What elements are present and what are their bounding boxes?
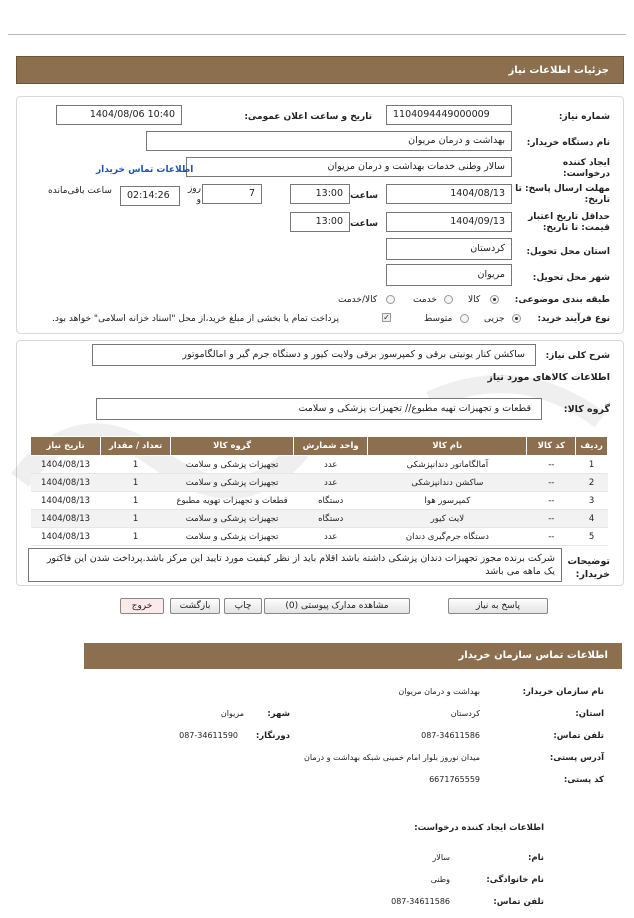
category-radio-service[interactable] [444, 295, 453, 304]
phone-label: تلفن تماس: [553, 731, 604, 741]
postal-value: 6671765559 [429, 775, 480, 784]
need-number-field[interactable]: 1104094449000009 [386, 105, 512, 125]
cell-item-date: 1404/08/13 [31, 528, 101, 546]
category-option-both: کالا/خدمت [338, 295, 378, 305]
cell-row-number: 3 [576, 492, 608, 510]
validity-time-field[interactable]: 13:00 [290, 212, 350, 232]
first-name-value: سالار [432, 853, 450, 862]
creator-label: ایجاد کننده درخواست: [562, 158, 610, 179]
phone-value: 087-34611586 [421, 731, 480, 740]
cell-item-qty: 1 [101, 474, 171, 492]
cell-item-group: تجهیزات پزشکی و سلامت [171, 474, 294, 492]
cell-item-group: تجهیزات پزشکی و سلامت [171, 456, 294, 474]
category-radio-goods[interactable] [490, 295, 499, 304]
summary-label: شرح کلی نیاز: [545, 351, 610, 361]
cell-item-unit: عدد [294, 474, 368, 492]
validity-date-field[interactable]: 1404/09/13 [386, 212, 512, 232]
cell-item-date: 1404/08/13 [31, 456, 101, 474]
fax-value: 087-34611590 [179, 731, 238, 740]
col-header-row: ردیف [576, 437, 608, 456]
cell-item-name: لایت کیور [368, 510, 527, 528]
table-row [31, 528, 608, 546]
cell-item-unit: عدد [294, 456, 368, 474]
last-name-value: وطنی [430, 875, 450, 884]
province-field[interactable]: کردستان [386, 238, 512, 260]
table-row [31, 492, 608, 510]
cell-item-date: 1404/08/13 [31, 510, 101, 528]
announce-field[interactable]: 1404/08/06 10:40 [56, 105, 182, 125]
cell-item-date: 1404/08/13 [31, 474, 101, 492]
process-label: نوع فرآیند خرید: [537, 314, 610, 324]
buyer-notes-field[interactable]: شرکت برنده مجوز تجهیزات دندان پزشکی داشته باشد اقلام باید از نظر کیفیت مورد تایید این مرکز باشد.پرداخت شدن این فاکتور یک ماهه می باشد [28, 548, 562, 582]
validity-time-label: ساعت [350, 219, 378, 229]
deadline-time-field[interactable]: 13:00 [290, 184, 350, 204]
attachments-button[interactable]: مشاهده مدارک پیوستی (0) [264, 598, 410, 614]
process-option-minor: جزیی [484, 314, 505, 324]
cell-item-name: آمالگاماتور دندانپزشکی [368, 456, 527, 474]
col-header-unit: واحد شمارش [294, 437, 368, 456]
cell-item-code: -- [527, 492, 576, 510]
buyer-contact-link[interactable]: اطلاعات تماس خریدار [96, 165, 194, 175]
remaining-time-field[interactable]: 02:14:26 [120, 186, 180, 206]
creator-field[interactable]: سالار وطنی خدمات بهداشت و درمان مریوان [186, 157, 512, 177]
city-label: شهر محل تحویل: [532, 273, 610, 283]
col-header-code: کد کالا [527, 437, 576, 456]
last-name-label: نام خانوادگی: [486, 875, 544, 885]
cell-item-qty: 1 [101, 528, 171, 546]
cell-row-number: 5 [576, 528, 608, 546]
category-option-goods: کالا [468, 295, 481, 305]
days-label: روز و [187, 184, 201, 205]
cell-row-number: 1 [576, 456, 608, 474]
buyer-org-label: نام دستگاه خریدار: [526, 138, 610, 148]
page-header [16, 56, 624, 84]
reply-button[interactable]: پاسخ به نیاز [448, 598, 548, 614]
treasury-checkbox[interactable]: ✓ [383, 313, 390, 322]
cell-item-group: قطعات و تجهیزات تهویه مطبوع [171, 492, 294, 510]
creator-info-title: اطلاعات ایجاد کننده درخواست: [414, 823, 544, 833]
contact-city-label: شهر: [267, 709, 290, 719]
creator-phone-label: تلفن تماس: [493, 897, 544, 907]
cell-row-number: 4 [576, 510, 608, 528]
cell-item-group: تجهیزات پزشکی و سلامت [171, 510, 294, 528]
deadline-time-label: ساعت [350, 191, 378, 201]
buyer-org-field[interactable]: بهداشت و درمان مریوان [146, 131, 512, 151]
province-label: استان محل تحویل: [526, 247, 610, 257]
fax-label: دورنگار: [255, 731, 290, 741]
cell-item-code: -- [527, 510, 576, 528]
category-radio-both[interactable] [386, 295, 395, 304]
contact-city-value: مریوان [220, 709, 244, 718]
goods-table [30, 436, 608, 546]
contact-province-label: استان: [575, 709, 604, 719]
cell-row-number: 2 [576, 474, 608, 492]
process-radio-medium[interactable] [460, 314, 469, 323]
postal-label: کد پستی: [563, 775, 604, 785]
contact-title: اطلاعات تماس سازمان خریدار [458, 650, 608, 661]
category-option-service: خدمت [413, 295, 437, 305]
org-label: نام سازمان خریدار: [522, 687, 604, 697]
days-field[interactable]: 7 [202, 184, 262, 204]
table-row [31, 456, 608, 474]
contact-province-value: کردستان [450, 709, 480, 718]
cell-item-code: -- [527, 528, 576, 546]
cell-item-date: 1404/08/13 [31, 492, 101, 510]
deadline-label: مهلت ارسال پاسخ: تا تاریخ: [515, 184, 610, 205]
cell-item-name: دستگاه جرم‌گیری دندان [368, 528, 527, 546]
city-field[interactable]: مریوان [386, 264, 512, 286]
top-divider [8, 34, 626, 35]
col-header-name: نام کالا [368, 437, 527, 456]
goods-group-field[interactable]: قطعات و تجهیزات تهیه مطبوع// تجهیزات پزشکی و سلامت [96, 398, 542, 420]
announce-label: تاریخ و ساعت اعلان عمومی: [244, 112, 372, 122]
goods-group-label: گروه کالا: [563, 404, 610, 415]
cell-item-unit: عدد [294, 528, 368, 546]
cell-item-name: ساکشن دندانپزشکی [368, 474, 527, 492]
address-value: میدان نوروز بلوار امام خمینی شبکه بهداشت و درمان [304, 753, 480, 762]
cell-item-unit: دستگاه [294, 492, 368, 510]
category-label: طبقه بندی موضوعی: [514, 295, 610, 305]
cell-item-group: تجهیزات پزشکی و سلامت [171, 528, 294, 546]
process-option-medium: متوسط [424, 314, 453, 324]
creator-phone-value: 087-34611586 [391, 897, 450, 906]
first-name-label: نام: [527, 853, 544, 863]
print-button[interactable]: چاپ [224, 598, 262, 614]
cell-item-code: -- [527, 474, 576, 492]
cell-item-qty: 1 [101, 492, 171, 510]
contact-header [84, 643, 622, 669]
cell-item-name: کمپرسور هوا [368, 492, 527, 510]
table-row [31, 510, 608, 528]
exit-button[interactable]: خروج [120, 598, 164, 614]
back-button[interactable]: بازگشت [170, 598, 220, 614]
cell-item-code: -- [527, 456, 576, 474]
org-value: بهداشت و درمان مریوان [398, 687, 480, 696]
col-header-date: تاریخ نیاز [31, 437, 101, 456]
payment-note: پرداخت تمام یا بخشی از مبلغ خرید،از محل "اسناد خزانه اسلامی" خواهد بود. [52, 314, 340, 324]
cell-item-qty: 1 [101, 510, 171, 528]
summary-field[interactable]: ساکشن کنار یونیتی برقی و کمپرسور برقی ولایت کیور و دستگاه جرم گیر و امالگاموتور [92, 344, 536, 366]
col-header-qty: تعداد / مقدار [101, 437, 171, 456]
page-title: جزئیات اطلاعات نیاز [508, 65, 609, 76]
need-number-label: شماره نیاز: [558, 112, 610, 122]
deadline-date-field[interactable]: 1404/08/13 [386, 184, 512, 204]
cell-item-unit: دستگاه [294, 510, 368, 528]
col-header-group: گروه کالا [171, 437, 294, 456]
table-row [31, 474, 608, 492]
validity-label: حداقل تاریخ اعتبار قیمت: تا تاریخ: [528, 212, 610, 233]
process-radio-minor[interactable] [512, 314, 521, 323]
goods-info-title: اطلاعات کالاهای مورد نیاز [487, 372, 610, 383]
address-label: آدرس پستی: [549, 753, 604, 763]
cell-item-qty: 1 [101, 456, 171, 474]
buyer-notes-label: توضیحات خریدار: [567, 556, 610, 580]
remaining-label: ساعت باقی‌مانده [48, 186, 112, 196]
